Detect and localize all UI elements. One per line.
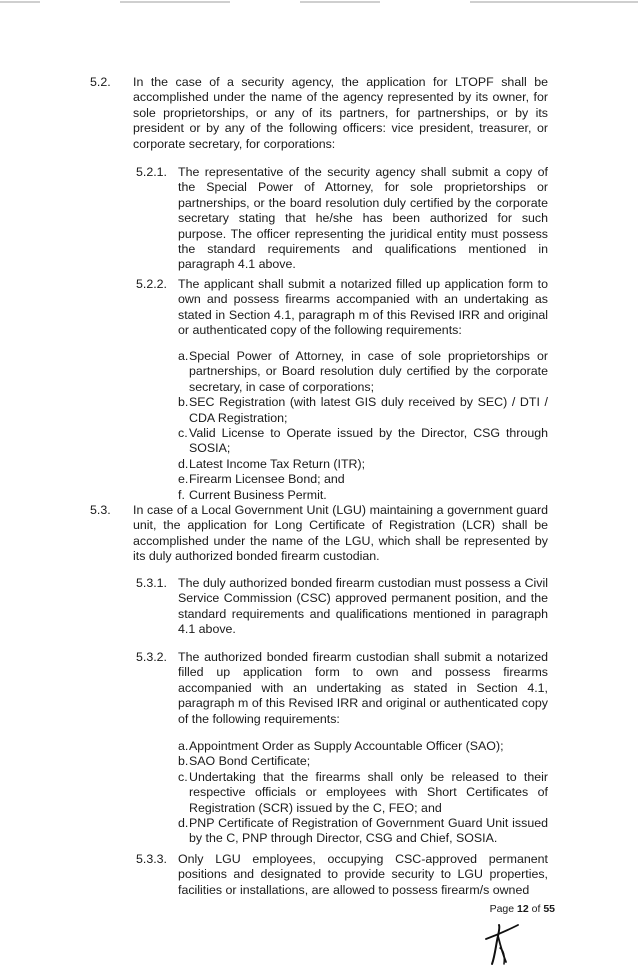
subsection-number: 5.3.1. — [136, 576, 168, 590]
list-item-text: SAO Bond Certificate; — [189, 754, 311, 769]
total-pages: 55 — [543, 903, 555, 915]
subsection-text: The duly authorized bonded firearm custodian must possess a Civil Service Commission (CSC) approved permanent position, and the standard requirements and qualifications mentioned in paragraph 4.1 above. — [178, 576, 548, 637]
current-page: 12 — [517, 903, 529, 915]
list-item-text: Undertaking that the firearms shall only be released to their respective officials or employees with Short Certificates of Registration (SCR) issued by the C, FEO; and — [189, 769, 548, 815]
list-item-label: f. — [178, 487, 185, 502]
subsection-number: 5.2.2. — [136, 277, 168, 291]
subsection-number: 5.3.3. — [136, 852, 168, 866]
list-item-text: Latest Income Tax Return (ITR); — [189, 456, 366, 471]
section-number: 5.2. — [90, 75, 111, 89]
list-item — [178, 457, 548, 472]
list-item-text: Firearm Licensee Bond; and — [189, 472, 345, 487]
list-item — [178, 488, 548, 503]
list-item-label: a. — [178, 739, 189, 753]
list-item — [178, 816, 548, 847]
list-item-text: PNP Certificate of Registration of Government Guard Unit issued by the C, PNP through Director, CSG and Chief, SOSIA. — [189, 816, 548, 846]
of-word: of — [531, 903, 541, 915]
list-item-text: SEC Registration (with latest GIS duly received by SEC) / DTI / CDA Registration; — [189, 395, 548, 425]
subsection-text: The applicant shall submit a notarized filled up application form to own and possess firearms accompanied with an undertaking as stated in Section 4.1, paragraph m of this Revised IRR and original or authenticated copy of the following requirements: — [178, 277, 548, 338]
list-item — [178, 754, 548, 769]
page-number-footer — [490, 902, 555, 917]
list-item-label: d. — [178, 816, 189, 831]
list-item-text: Current Business Permit. — [189, 487, 327, 502]
list-item-label: c. — [178, 769, 188, 784]
list-item — [178, 395, 548, 426]
list-item-text: Special Power of Attorney, in case of sole proprietorships or partnerships, or Board resolution duly certified by the corporate secretary, in case of corporations; — [189, 349, 548, 394]
subsection-text: The authorized bonded firearm custodian shall submit a notarized filled up application form to own and possess firearms accompanied with an undertaking as stated in Section 4.1, paragraph m of this Revised IRR and original or authenticated copy of the following requirements: — [178, 650, 548, 726]
subsection-text: The representative of the security agency shall submit a copy of the Special Power of Attorney, for sole proprietorships or partnerships, or the board resolution duly certified by the corporate secretary stating that he/she has been authorized for such purpose. The officer representing the juridical entity must possess the standard requirements and qualifications mentioned in paragraph 4.1 above. — [178, 165, 548, 272]
list-item-label: a. — [178, 349, 189, 363]
subsection-number: 5.3.2. — [136, 650, 168, 664]
page-word: Page — [489, 903, 515, 915]
list-item — [178, 739, 548, 754]
requirements-list — [178, 349, 548, 503]
section-text: In case of a Local Government Unit (LGU) maintaining a government guard unit, the application for Long Certificate of Registration (LCR) shall be accomplished under the name of the LGU, which shall be represented by its duly authorized bonded firearm custodian. — [133, 503, 548, 564]
list-item — [178, 349, 548, 395]
subsection-text: Only LGU employees, occupying CSC-approved permanent positions and designated to provide security to LGU properties, facilities or installations, are allowed to possess firearm/s owned — [178, 852, 548, 897]
list-item-label: e. — [178, 472, 189, 487]
handwritten-initial-signature — [478, 922, 522, 968]
section-number: 5.3. — [90, 503, 111, 517]
list-item-label: d. — [178, 456, 189, 471]
subsection-number: 5.2.1. — [136, 165, 168, 179]
list-item — [178, 472, 548, 487]
list-item — [178, 426, 548, 457]
list-item-label: b. — [178, 754, 189, 769]
list-item-text: Valid License to Operate issued by the Director, CSG through SOSIA; — [189, 426, 548, 456]
section-text: In the case of a security agency, the application for LTOPF shall be accomplished under the name of the agency represented by its owner, for sole proprietorships, or any of its partners, for partnerships, or by its president or by any of the following officers: vice president, treasurer, or corporate secretary, for corporations: — [133, 75, 548, 151]
list-item — [178, 770, 548, 816]
list-item-text: Appointment Order as Supply Accountable Officer (SAO); — [189, 739, 504, 753]
list-item-label: c. — [178, 426, 188, 441]
requirements-list — [178, 739, 548, 847]
list-item-label: b. — [178, 395, 189, 410]
